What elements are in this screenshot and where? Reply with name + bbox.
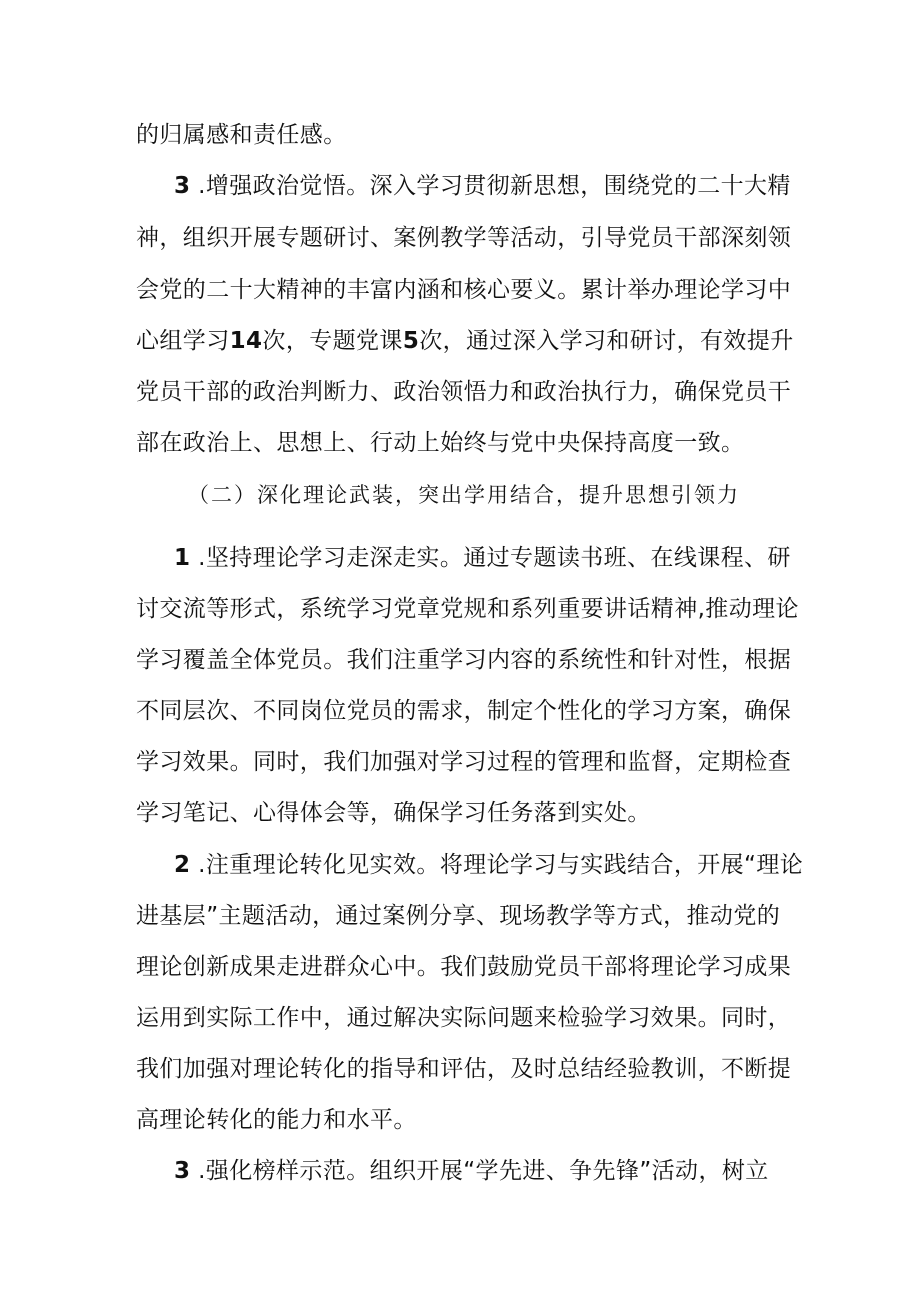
study-count: 14 (229, 328, 263, 354)
item-1-line-6: 学习笔记、心得体会等，确保学习任务落到实处。 (136, 800, 651, 826)
paragraph-3-line-2: 神，组织开展专题研讨、案例教学等活动，引导党员干部深刻领 (136, 225, 792, 251)
item-number: 2 (174, 852, 191, 878)
section-heading: （二）深化理论武装，突出学用结合，提升思想引领力 (188, 483, 740, 507)
paragraph-number: 3 (174, 173, 191, 199)
item-2-line-3: 理论创新成果走进群众心中。我们鼓励党员干部将理论学习成果 (136, 954, 792, 980)
paragraph-3-line-5: 党员干部的政治判断力、政治领悟力和政治执行力，确保党员干 (136, 379, 792, 405)
paragraph-3-line-6: 部在政治上、思想上、行动上始终与党中央保持高度一致。 (136, 430, 745, 456)
item-number: 3 (174, 1158, 191, 1184)
item-2-line-6: 高理论转化的能力和水平。 (136, 1107, 417, 1133)
paragraph-3-line-4: 心组学习14次，专题党课5次，通过深入学习和研讨，有效提升 (136, 328, 794, 354)
item-1-line-1: 1 .坚持理论学习走深走实。通过专题读书班、在线课程、研 (174, 545, 791, 571)
paragraph-3-line-1: 3 .增强政治觉悟。深入学习贯彻新思想，围绕党的二十大精 (174, 173, 791, 199)
item-1-line-3: 学习覆盖全体党员。我们注重学习内容的系统性和针对性，根据 (136, 647, 792, 673)
paragraph-continuation-line: 的归属感和责任感。 (136, 122, 347, 148)
item-2-line-5: 我们加强对理论转化的指导和评估，及时总结经验教训，不断提 (136, 1056, 792, 1082)
paragraph-3-line-3: 会党的二十大精神的丰富内涵和核心要义。累计举办理论学习中 (136, 277, 792, 303)
item-number: 1 (174, 545, 191, 571)
item-1-line-5: 学习效果。同时，我们加强对学习过程的管理和监督，定期检查 (136, 749, 792, 775)
item-1-line-4: 不同层次、不同岗位党员的需求，制定个性化的学习方案，确保 (136, 698, 792, 724)
item-1-line-2: 讨交流等形式，系统学习党章党规和系列重要讲话精神,推动理论 (136, 596, 799, 622)
item-3-line-1: 3 .强化榜样示范。组织开展“学先进、争先锋”活动，树立 (174, 1158, 769, 1184)
lecture-count: 5 (402, 328, 420, 354)
item-2-line-4: 运用到实际工作中，通过解决实际问题来检验学习效果。同时， (136, 1005, 792, 1031)
item-2-line-2: 进基层”主题活动，通过案例分享、现场教学等方式，推动党的 (136, 903, 781, 929)
item-2-line-1: 2 .注重理论转化见实效。将理论学习与实践结合，开展“理论 (174, 852, 804, 878)
